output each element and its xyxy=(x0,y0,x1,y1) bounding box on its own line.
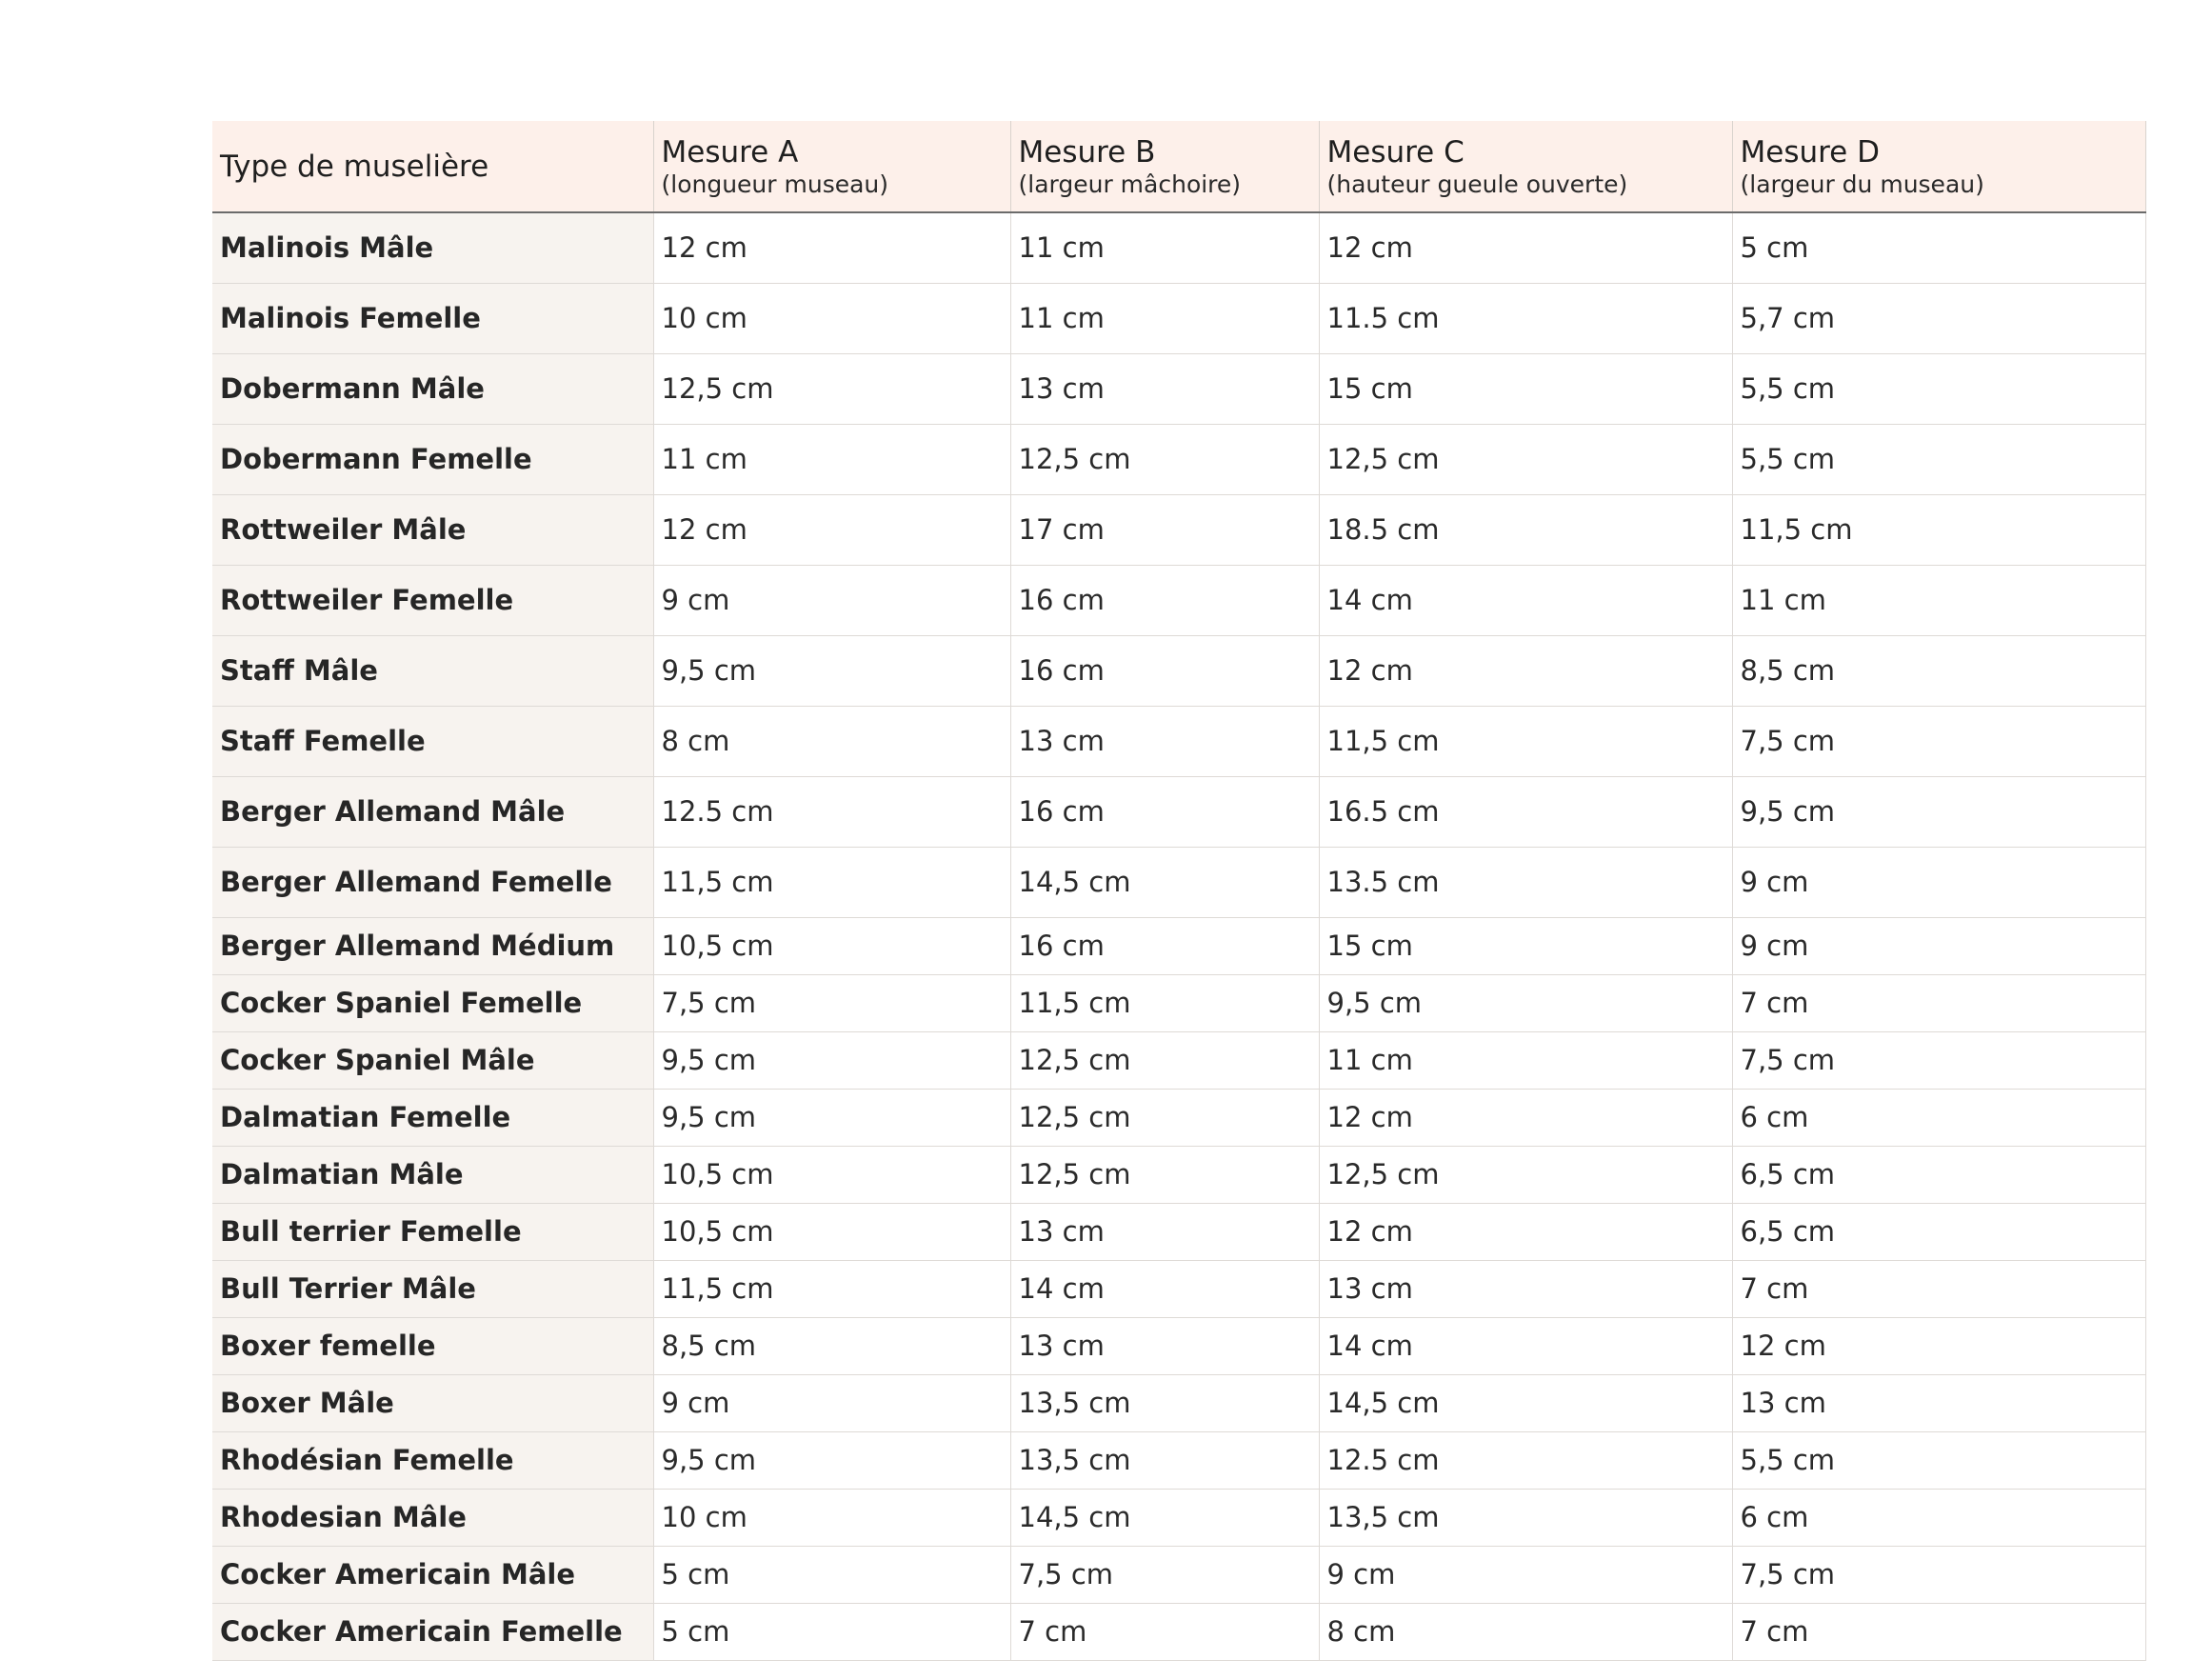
table-row xyxy=(212,424,2145,494)
table-row xyxy=(212,212,2145,283)
measure-b-cell: 12,5 cm xyxy=(1010,1031,1319,1089)
measure-a-cell: 9,5 cm xyxy=(653,635,1010,706)
table-row xyxy=(212,974,2145,1031)
measure-d-cell: 5 cm xyxy=(1732,212,2145,283)
muzzle-type-cell: Staff Mâle xyxy=(212,635,653,706)
table-row xyxy=(212,1374,2145,1431)
muzzle-type-cell: Cocker Americain Mâle xyxy=(212,1546,653,1603)
measure-a-cell: 11,5 cm xyxy=(653,1260,1010,1317)
measure-a-cell: 9,5 cm xyxy=(653,1431,1010,1489)
measure-b-cell: 11 cm xyxy=(1010,212,1319,283)
header-measure-a xyxy=(653,121,1010,212)
table-row xyxy=(212,1146,2145,1203)
muzzle-type-cell: Berger Allemand Femelle xyxy=(212,847,653,917)
muzzle-type-cell: Boxer femelle xyxy=(212,1317,653,1374)
muzzle-type-cell: Dalmatian Femelle xyxy=(212,1089,653,1146)
measure-d-cell: 6 cm xyxy=(1732,1489,2145,1546)
measure-c-cell: 15 cm xyxy=(1319,917,1732,974)
measure-c-cell: 12 cm xyxy=(1319,635,1732,706)
muzzle-type-cell: Cocker Americain Femelle xyxy=(212,1603,653,1660)
measure-c-cell: 12 cm xyxy=(1319,1089,1732,1146)
header-title: Mesure B xyxy=(1018,134,1156,170)
measure-c-cell: 18.5 cm xyxy=(1319,494,1732,565)
measure-b-cell: 17 cm xyxy=(1010,494,1319,565)
table-row xyxy=(212,1489,2145,1546)
table-row xyxy=(212,776,2145,847)
table-row xyxy=(212,283,2145,353)
measure-c-cell: 13 cm xyxy=(1319,1260,1732,1317)
measure-a-cell: 10,5 cm xyxy=(653,1203,1010,1260)
measure-c-cell: 14 cm xyxy=(1319,565,1732,635)
measure-c-cell: 11.5 cm xyxy=(1319,283,1732,353)
measure-a-cell: 10 cm xyxy=(653,283,1010,353)
header-title: Mesure C xyxy=(1326,134,1465,170)
measure-d-cell: 13 cm xyxy=(1732,1374,2145,1431)
measure-b-cell: 12,5 cm xyxy=(1010,1089,1319,1146)
measure-c-cell: 16.5 cm xyxy=(1319,776,1732,847)
muzzle-type-cell: Rottweiler Mâle xyxy=(212,494,653,565)
measure-a-cell: 7,5 cm xyxy=(653,974,1010,1031)
measure-b-cell: 13 cm xyxy=(1010,353,1319,424)
table-row xyxy=(212,1546,2145,1603)
table-row xyxy=(212,353,2145,424)
muzzle-type-cell: Bull terrier Femelle xyxy=(212,1203,653,1260)
measure-b-cell: 13 cm xyxy=(1010,706,1319,776)
header-subtitle: (largeur mâchoire) xyxy=(1018,170,1242,198)
header-subtitle: (largeur du museau) xyxy=(1740,170,1984,198)
measure-d-cell: 7 cm xyxy=(1732,1260,2145,1317)
measure-a-cell: 10,5 cm xyxy=(653,917,1010,974)
measure-d-cell: 7 cm xyxy=(1732,1603,2145,1660)
measure-a-cell: 5 cm xyxy=(653,1546,1010,1603)
measure-c-cell: 14,5 cm xyxy=(1319,1374,1732,1431)
measure-d-cell: 8,5 cm xyxy=(1732,635,2145,706)
measure-b-cell: 11 cm xyxy=(1010,283,1319,353)
measure-c-cell: 9 cm xyxy=(1319,1546,1732,1603)
measure-c-cell: 11 cm xyxy=(1319,1031,1732,1089)
header-measure-c xyxy=(1319,121,1732,212)
measure-d-cell: 5,5 cm xyxy=(1732,1431,2145,1489)
measure-a-cell: 10,5 cm xyxy=(653,1146,1010,1203)
measure-c-cell: 12 cm xyxy=(1319,1203,1732,1260)
measure-d-cell: 9,5 cm xyxy=(1732,776,2145,847)
table-row xyxy=(212,1089,2145,1146)
measure-a-cell: 9,5 cm xyxy=(653,1031,1010,1089)
muzzle-type-cell: Cocker Spaniel Femelle xyxy=(212,974,653,1031)
table-row xyxy=(212,1203,2145,1260)
measure-b-cell: 13,5 cm xyxy=(1010,1431,1319,1489)
measure-b-cell: 13 cm xyxy=(1010,1317,1319,1374)
measure-b-cell: 12,5 cm xyxy=(1010,424,1319,494)
measure-d-cell: 5,5 cm xyxy=(1732,424,2145,494)
muzzle-type-cell: Dalmatian Mâle xyxy=(212,1146,653,1203)
measure-d-cell: 6 cm xyxy=(1732,1089,2145,1146)
measure-b-cell: 16 cm xyxy=(1010,635,1319,706)
measure-b-cell: 11,5 cm xyxy=(1010,974,1319,1031)
measure-d-cell: 7,5 cm xyxy=(1732,706,2145,776)
table-row xyxy=(212,917,2145,974)
measure-b-cell: 14,5 cm xyxy=(1010,847,1319,917)
measure-a-cell: 5 cm xyxy=(653,1603,1010,1660)
measure-c-cell: 8 cm xyxy=(1319,1603,1732,1660)
measure-c-cell: 14 cm xyxy=(1319,1317,1732,1374)
measure-b-cell: 13,5 cm xyxy=(1010,1374,1319,1431)
measure-c-cell: 9,5 cm xyxy=(1319,974,1732,1031)
header-measure-b xyxy=(1010,121,1319,212)
measure-d-cell: 6,5 cm xyxy=(1732,1203,2145,1260)
measure-a-cell: 12 cm xyxy=(653,494,1010,565)
measure-d-cell: 9 cm xyxy=(1732,847,2145,917)
measure-b-cell: 16 cm xyxy=(1010,565,1319,635)
measure-c-cell: 13,5 cm xyxy=(1319,1489,1732,1546)
measure-c-cell: 11,5 cm xyxy=(1319,706,1732,776)
muzzle-type-cell: Staff Femelle xyxy=(212,706,653,776)
header-muzzle-type xyxy=(212,121,653,212)
measure-d-cell: 7,5 cm xyxy=(1732,1031,2145,1089)
table-row xyxy=(212,565,2145,635)
measure-d-cell: 11 cm xyxy=(1732,565,2145,635)
measure-d-cell: 6,5 cm xyxy=(1732,1146,2145,1203)
header-title: Mesure D xyxy=(1740,134,1880,170)
measure-a-cell: 12,5 cm xyxy=(653,353,1010,424)
measure-d-cell: 11,5 cm xyxy=(1732,494,2145,565)
measure-b-cell: 12,5 cm xyxy=(1010,1146,1319,1203)
measure-a-cell: 8,5 cm xyxy=(653,1317,1010,1374)
measure-b-cell: 7 cm xyxy=(1010,1603,1319,1660)
measure-d-cell: 12 cm xyxy=(1732,1317,2145,1374)
measure-a-cell: 12.5 cm xyxy=(653,776,1010,847)
table-row xyxy=(212,1031,2145,1089)
header-title: Type de muselière xyxy=(220,149,489,184)
muzzle-type-cell: Rhodesian Mâle xyxy=(212,1489,653,1546)
measure-b-cell: 13 cm xyxy=(1010,1203,1319,1260)
table-row xyxy=(212,1317,2145,1374)
table-row xyxy=(212,635,2145,706)
table-row xyxy=(212,1603,2145,1660)
measure-c-cell: 12,5 cm xyxy=(1319,424,1732,494)
measure-b-cell: 7,5 cm xyxy=(1010,1546,1319,1603)
measure-d-cell: 7 cm xyxy=(1732,974,2145,1031)
measure-a-cell: 9,5 cm xyxy=(653,1089,1010,1146)
muzzle-type-cell: Cocker Spaniel Mâle xyxy=(212,1031,653,1089)
measure-c-cell: 15 cm xyxy=(1319,353,1732,424)
header-title: Mesure A xyxy=(661,134,799,170)
measure-a-cell: 12 cm xyxy=(653,212,1010,283)
muzzle-type-cell: Bull Terrier Mâle xyxy=(212,1260,653,1317)
measure-d-cell: 7,5 cm xyxy=(1732,1546,2145,1603)
muzzle-type-cell: Rottweiler Femelle xyxy=(212,565,653,635)
measure-a-cell: 9 cm xyxy=(653,1374,1010,1431)
measure-d-cell: 9 cm xyxy=(1732,917,2145,974)
measure-b-cell: 14,5 cm xyxy=(1010,1489,1319,1546)
header-measure-d xyxy=(1732,121,2145,212)
muzzle-type-cell: Dobermann Femelle xyxy=(212,424,653,494)
muzzle-type-cell: Dobermann Mâle xyxy=(212,353,653,424)
table-row xyxy=(212,847,2145,917)
measure-c-cell: 12 cm xyxy=(1319,212,1732,283)
measure-a-cell: 11 cm xyxy=(653,424,1010,494)
table-header-row xyxy=(212,121,2145,212)
measure-b-cell: 16 cm xyxy=(1010,917,1319,974)
measure-a-cell: 10 cm xyxy=(653,1489,1010,1546)
table-row xyxy=(212,706,2145,776)
measure-c-cell: 12,5 cm xyxy=(1319,1146,1732,1203)
measure-d-cell: 5,5 cm xyxy=(1732,353,2145,424)
header-subtitle: (hauteur gueule ouverte) xyxy=(1326,170,1628,198)
measure-a-cell: 9 cm xyxy=(653,565,1010,635)
measure-a-cell: 11,5 cm xyxy=(653,847,1010,917)
table-body xyxy=(212,212,2145,1660)
measure-c-cell: 13.5 cm xyxy=(1319,847,1732,917)
measure-c-cell: 12.5 cm xyxy=(1319,1431,1732,1489)
measure-d-cell: 5,7 cm xyxy=(1732,283,2145,353)
muzzle-type-cell: Boxer Mâle xyxy=(212,1374,653,1431)
measure-b-cell: 16 cm xyxy=(1010,776,1319,847)
muzzle-type-cell: Berger Allemand Mâle xyxy=(212,776,653,847)
muzzle-type-cell: Rhodésian Femelle xyxy=(212,1431,653,1489)
muzzle-type-cell: Malinois Mâle xyxy=(212,212,653,283)
muzzle-size-table-container xyxy=(212,121,2145,1661)
muzzle-type-cell: Berger Allemand Médium xyxy=(212,917,653,974)
muzzle-type-cell: Malinois Femelle xyxy=(212,283,653,353)
header-subtitle: (longueur museau) xyxy=(661,170,889,198)
muzzle-size-table xyxy=(212,121,2146,1661)
table-row xyxy=(212,494,2145,565)
table-row xyxy=(212,1260,2145,1317)
table-row xyxy=(212,1431,2145,1489)
measure-b-cell: 14 cm xyxy=(1010,1260,1319,1317)
measure-a-cell: 8 cm xyxy=(653,706,1010,776)
